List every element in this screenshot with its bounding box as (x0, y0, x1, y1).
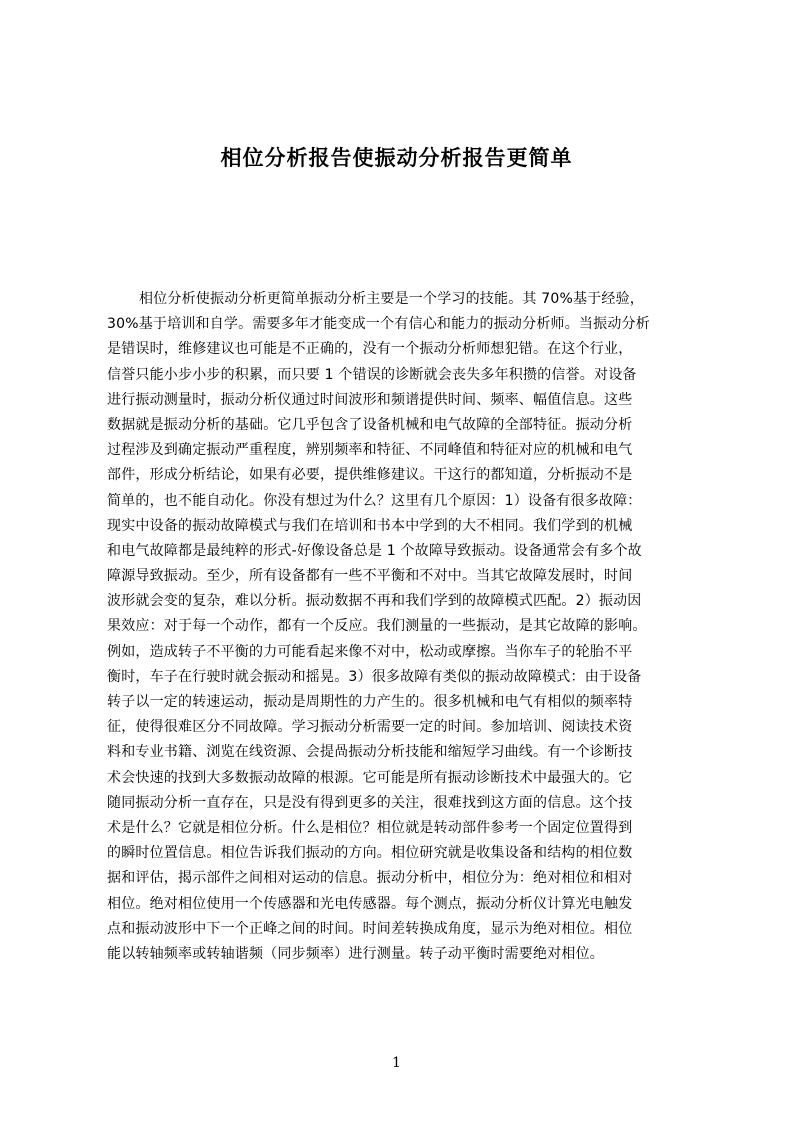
text-line: 信誉只能小步小步的积累，而只要 1 个错误的诊断就会丧失多年积攒的信誉。对设备 (107, 366, 637, 383)
text-line: 现实中设备的振动故障模式与我们在培训和书本中学到的大不相同。我们学到的机械 (107, 517, 633, 534)
text-line: 随同振动分析一直存在，只是没有得到更多的关注，很难找到这方面的信息。这个技 (107, 794, 633, 811)
text-line: 进行振动测量时，振动分析仪通过时间波形和频谱提供时间、频率、幅值信息。这些 (107, 391, 633, 408)
body-paragraph (107, 287, 697, 967)
text-line: 点和振动波形中下一个正峰之间的时间。时间差转换成角度，显示为绝对相位。相位 (107, 920, 633, 937)
text-line: 部件，形成分析结论，如果有必要，提供维修建议。干这行的都知道，分析振动不是 (107, 467, 633, 484)
text-line: 波形就会变的复杂，难以分析。振动数据不再和我们学到的故障模式匹配。2）振动因 (107, 593, 642, 610)
text-line: 相位。绝对相位使用一个传感器和光电传感器。每个测点，振动分析仪计算光电触发 (107, 895, 633, 912)
text-line: 相位分析使振动分析更简单振动分析主要是一个学习的技能。其 70%基于经验， (139, 291, 644, 307)
page-number: 1 (392, 1055, 401, 1071)
text-line: 征，使得很难区分不同故障。学习振动分析需要一定的时间。参加培训、阅读技术资 (107, 719, 633, 736)
text-line: 的瞬时位置信息。相位告诉我们振动的方向。相位研究就是收集设备和结构的相位数 (107, 845, 633, 862)
text-line: 例如，造成转子不平衡的力可能看起来像不对中，松动或摩擦。当你车子的轮胎不平 (107, 643, 633, 660)
text-line: 转子以一定的转速运动，振动是周期性的力产生的。很多机械和电气有相似的频率特 (107, 694, 633, 710)
text-line: 数据就是振动分析的基础。它几乎包含了设备机械和电气故障的全部特征。振动分析 (107, 416, 633, 433)
text-line: 障源导致振动。至少，所有设备都有一些不平衡和不对中。当其它故障发展时，时间 (107, 568, 633, 585)
page-title: 相位分析报告使振动分析报告更简单 (220, 146, 573, 170)
text-line: 过程涉及到确定振动严重程度，辨别频率和特征、不同峰值和特征对应的机械和电气 (107, 442, 633, 459)
text-line: 能以转轴频率或转轴谐频（同步频率）进行测量。转子动平衡时需要绝对相位。 (107, 945, 604, 962)
text-line: 30%基于培训和自学。需要多年才能变成一个有信心和能力的振动分析师。当振动分析 (107, 316, 650, 333)
text-line: 和电气故障都是最纯粹的形式-好像设备总是 1 个故障导致振动。设备通常会有多个故 (107, 542, 642, 559)
text-line: 据和评估，揭示部件之间相对运动的信息。振动分析中，相位分为：绝对相位和相对 (107, 870, 633, 887)
text-line: 衡时，车子在行驶时就会振动和摇晃。3）很多故障有类似的振动故障模式：由于设备 (107, 668, 642, 685)
text-line: 术是什么？它就是相位分析。什么是相位？相位就是转动部件参考一个固定位置得到 (107, 819, 633, 836)
text-line: 是错误时，维修建议也可能是不正确的，没有一个振动分析师想犯错。在这个行业， (107, 341, 633, 358)
text-line: 简单的，也不能自动化。你没有想过为什么？这里有几个原因：1）设备有很多故障： (107, 492, 642, 509)
text-line: 料和专业书籍、浏览在线资源、会提咼振动分析技能和缩短学习曲线。有一个诊断技 (107, 744, 633, 761)
text-line: 术会快速的找到大多数振动故障的根源。它可能是所有振动诊断技术中最强大的。它 (107, 769, 633, 786)
text-line: 果效应：对于每一个动作，都有一个反应。我们测量的一些振动，是其它故障的影响。 (107, 618, 647, 635)
